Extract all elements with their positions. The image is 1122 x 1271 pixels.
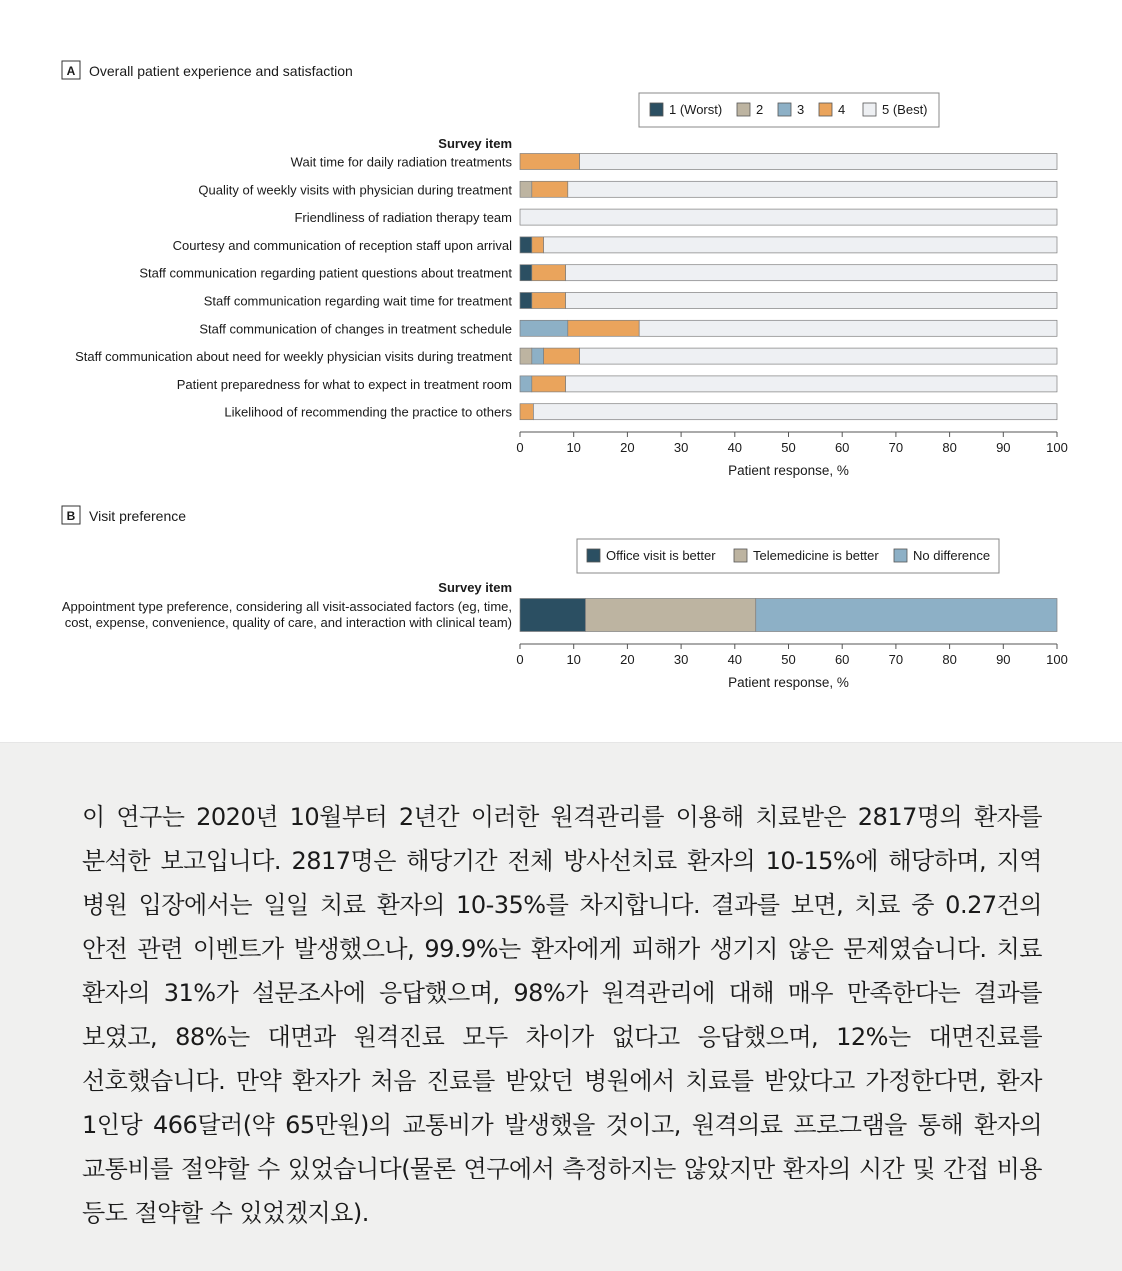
bar-segment-A-8-2	[520, 376, 532, 392]
x-tick-label-B-4: 40	[727, 652, 743, 667]
bar-segment-A-2-4	[520, 209, 1057, 225]
bar-segment-B-0-2	[756, 599, 1057, 632]
bar-segment-B-0-1	[586, 599, 756, 632]
bar-segment-A-5-3	[532, 293, 566, 309]
legend-swatch-A-0	[650, 103, 663, 116]
x-tick-label-B-8: 80	[942, 652, 957, 667]
bar-segment-A-0-4	[580, 154, 1057, 170]
category-label-A-6: Staff communication of changes in treatment schedule	[199, 321, 512, 337]
bar-segment-A-6-4	[639, 320, 1057, 336]
legend-swatch-B-0	[587, 549, 600, 562]
x-tick-label-A-1: 10	[566, 440, 581, 455]
category-label-A-2: Friendliness of radiation therapy team	[294, 210, 512, 226]
category-label-A-8: Patient preparedness for what to expect in treatment room	[176, 376, 512, 392]
x-tick-label-B-3: 30	[673, 652, 689, 667]
bar-segment-A-4-4	[566, 265, 1057, 281]
category-label-A-4: Staff communication regarding patient questions about treatment	[139, 265, 512, 281]
bar-segment-A-0-3	[520, 154, 580, 170]
legend-swatch-B-1	[734, 549, 747, 562]
bar-segment-A-5-0	[520, 293, 532, 309]
bar-segment-A-9-3	[520, 404, 533, 420]
legend-swatch-A-4	[863, 103, 876, 116]
bar-segment-A-4-3	[532, 265, 566, 281]
category-label-B-0-1: cost, expense, convenience, quality of care, and interaction with clinical team)	[64, 615, 512, 630]
category-label-B-0-0: Appointment type preference, considering all visit-associated factors (eg, time,	[61, 599, 512, 614]
legend-swatch-A-1	[737, 103, 750, 116]
bar-segment-A-7-3	[544, 348, 580, 364]
category-header-A: Survey item	[438, 136, 512, 151]
bar-segment-A-4-0	[520, 265, 532, 281]
x-tick-label-A-3: 30	[673, 440, 689, 455]
bar-segment-A-6-3	[568, 320, 639, 336]
x-tick-label-A-10: 100	[1046, 440, 1068, 455]
legend-swatch-A-2	[778, 103, 791, 116]
legend-label-B-1: Telemedicine is better	[753, 548, 879, 563]
category-label-A-7: Staff communication about need for weekly physician visits during treatment	[75, 349, 512, 365]
panel-letter-B: B	[66, 509, 76, 523]
bar-segment-A-1-1	[520, 181, 532, 197]
bar-segment-A-1-3	[532, 181, 568, 197]
x-tick-label-B-9: 90	[996, 652, 1011, 667]
x-tick-label-A-7: 70	[888, 440, 904, 455]
text-panel	[0, 743, 1122, 1271]
legend-label-A-0: 1 (Worst)	[669, 102, 723, 117]
x-tick-label-A-5: 50	[781, 440, 796, 455]
bar-segment-A-7-4	[580, 348, 1057, 364]
x-tick-label-B-10: 100	[1046, 652, 1068, 667]
bar-segment-A-3-3	[532, 237, 544, 253]
legend-label-A-1: 2	[756, 102, 764, 117]
x-axis-title-B: Patient response, %	[728, 675, 849, 690]
legend-label-A-2: 3	[797, 102, 805, 117]
legend-label-A-4: 5 (Best)	[882, 102, 928, 117]
bar-segment-A-7-2	[532, 348, 544, 364]
x-tick-label-A-6: 60	[834, 440, 850, 455]
x-tick-label-B-6: 60	[834, 652, 850, 667]
category-header-B: Survey item	[438, 580, 512, 595]
legend-label-B-0: Office visit is better	[606, 548, 716, 563]
legend-swatch-A-3	[819, 103, 832, 116]
category-label-A-0: Wait time for daily radiation treatments	[290, 154, 512, 170]
x-tick-label-A-9: 90	[996, 440, 1011, 455]
x-tick-label-B-7: 70	[888, 652, 904, 667]
bar-segment-A-9-4	[533, 404, 1057, 420]
x-tick-label-B-2: 20	[620, 652, 635, 667]
category-label-A-1: Quality of weekly visits with physician during treatment	[198, 182, 512, 198]
category-label-A-9: Likelihood of recommending the practice to others	[224, 404, 512, 420]
category-label-A-5: Staff communication regarding wait time for treatment	[203, 293, 512, 309]
bar-segment-A-5-4	[566, 293, 1057, 309]
bar-segment-A-7-1	[520, 348, 532, 364]
panel-title-A: Overall patient experience and satisfaction	[89, 63, 353, 79]
bar-segment-B-0-0	[520, 599, 586, 632]
legend-label-B-2: No difference	[913, 548, 991, 563]
x-tick-label-B-0: 0	[516, 652, 524, 667]
x-tick-label-B-5: 50	[781, 652, 796, 667]
bar-segment-A-3-0	[520, 237, 532, 253]
bar-segment-A-1-4	[568, 181, 1057, 197]
bar-segment-A-8-4	[566, 376, 1057, 392]
panel-title-B: Visit preference	[89, 508, 187, 524]
x-tick-label-A-4: 40	[727, 440, 743, 455]
legend-swatch-B-2	[894, 549, 907, 562]
bar-segment-A-8-3	[532, 376, 566, 392]
x-tick-label-A-8: 80	[942, 440, 957, 455]
x-tick-label-B-1: 10	[566, 652, 581, 667]
x-tick-label-A-2: 20	[620, 440, 635, 455]
x-tick-label-A-0: 0	[516, 440, 524, 455]
panel-letter-A: A	[66, 64, 76, 78]
x-axis-title-A: Patient response, %	[728, 463, 849, 478]
legend-label-A-3: 4	[838, 102, 846, 117]
bar-segment-A-3-4	[544, 237, 1057, 253]
bar-segment-A-6-2	[520, 320, 568, 336]
body-text: 이 연구는 2020년 10월부터 2년간 이러한 원격관리를 이용해 치료받은 2817명의 환자를 분석한 보고입니다. 2817명은 해당기간 전체 방사선치료 환자의 10-15%에 해당하며, 지역 병원 입장에서는 일일 치료 환자의 10-35%를 차지합니다. 결과를 보면, 치료 중 0.27건의 안전 관련 이벤트가 발생했으나, 99.9%는 환자에게 피해가 생기지 않은 문제였습니다. 치료 환자의 31%가 설문조사에 응답했으며, 98%가 원격관리에 대해 매우 만족한다는 결과를 보였고, 88%는 대면과 원격진료 모두 차이가 없다고 응답했으며, 12%는 대면진료를 선호했습니다. 만약 환자가 처음 진료를 받았던 병원에서 치료를 받았다고 가정한다면, 환자 1인당 466달러(약 65만원)의 교통비가 발생했을 것이고, 원격의료 프로그램을 통해 환자의 교통비를 절약할 수 있었습니다(물론 연구에서 측정하지는 않았지만 환자의 시간 및 간접 비용 등도 절약할 수 있었겠지요).	[82, 803, 1042, 1227]
category-label-A-3: Courtesy and communication of reception staff upon arrival	[172, 237, 512, 253]
